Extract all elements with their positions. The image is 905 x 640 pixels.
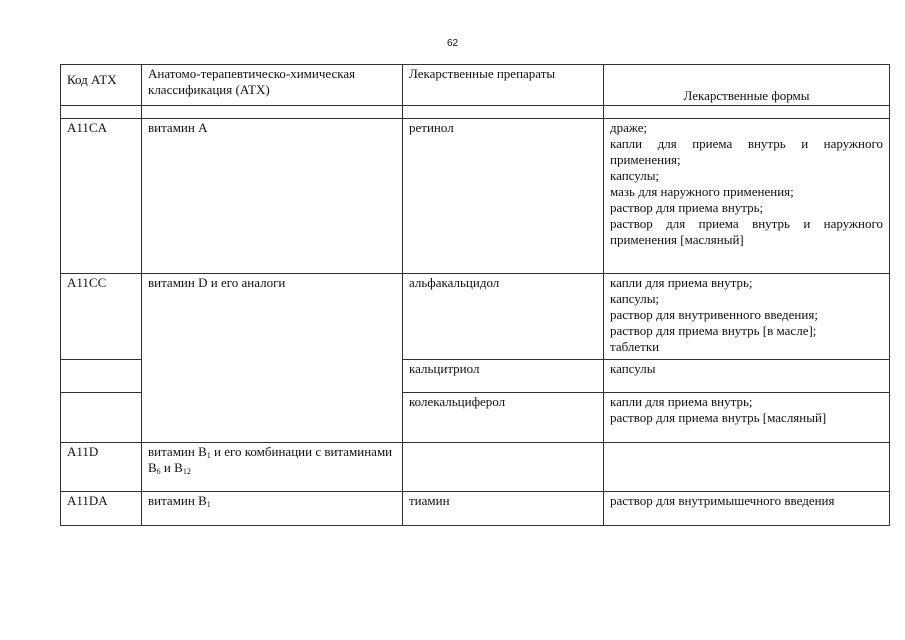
classification-cell	[142, 443, 403, 492]
table-row-a11ca	[61, 119, 890, 274]
classification-text: и его комбинации с витаминами B	[148, 444, 393, 475]
spacer-cell	[61, 106, 142, 119]
form-item: раствор для внутривенного введения;	[610, 307, 818, 322]
form-item: капсулы;	[610, 168, 660, 183]
form-item: капли для приема внутрь;	[610, 394, 753, 409]
drug-cell: тиамин	[403, 492, 604, 526]
header-spacer-row	[61, 106, 890, 119]
table-row-a11da	[61, 492, 890, 526]
form-item: капли для приема внутрь;	[610, 275, 753, 290]
classification-text: витамин B	[148, 444, 207, 459]
drug-cell: ретинол	[403, 119, 604, 274]
forms-cell	[604, 492, 890, 526]
forms-cell	[604, 119, 890, 274]
form-item: раствор для приема внутрь [в масле];	[610, 323, 817, 338]
table-header-row	[61, 65, 890, 106]
drug-cell	[403, 443, 604, 492]
code-cell: A11D	[61, 443, 142, 492]
spacer-cell	[142, 106, 403, 119]
table-row-a11cc-alfacalcidol	[61, 274, 890, 360]
code-cell	[61, 393, 142, 443]
classification-text: витамин B	[148, 493, 207, 508]
drug-cell: альфакальцидол	[403, 274, 604, 360]
form-item: раствор для приема внутрь;	[610, 200, 764, 215]
subscript: 1	[206, 451, 211, 460]
form-item: капсулы;	[610, 291, 660, 306]
form-item: капсулы	[610, 361, 656, 376]
header-forms: Лекарственные формы	[604, 65, 890, 106]
subscript: 12	[182, 467, 191, 476]
forms-cell	[604, 360, 890, 393]
spacer-cell	[604, 106, 890, 119]
form-item: драже;	[610, 120, 648, 135]
classification-cell	[142, 492, 403, 526]
header-code: Код АТХ	[61, 65, 142, 106]
code-cell: A11CC	[61, 274, 142, 360]
forms-cell	[604, 393, 890, 443]
forms-cell	[604, 274, 890, 360]
classification-text: и B	[160, 460, 183, 475]
drug-cell: кальцитриол	[403, 360, 604, 393]
form-item: раствор для приема внутрь и наружного применения [масляный]	[610, 216, 883, 247]
page-number: 62	[446, 38, 459, 49]
spacer-cell	[403, 106, 604, 119]
atx-drug-table	[60, 64, 890, 526]
table-row-a11d	[61, 443, 890, 492]
code-cell	[61, 360, 142, 393]
form-item: раствор для внутримышечного введения	[610, 493, 835, 508]
header-classification: Анатомо-терапевтическо-химическая классификация (АТХ)	[142, 65, 403, 106]
form-item: таблетки	[610, 339, 660, 354]
classification-cell: витамин А	[142, 119, 403, 274]
header-drugs: Лекарственные препараты	[403, 65, 604, 106]
subscript: 6	[156, 467, 161, 476]
form-item: капли для приема внутрь и наружного применения;	[610, 136, 883, 167]
code-cell: A11DA	[61, 492, 142, 526]
form-item: мазь для наружного применения;	[610, 184, 794, 199]
code-cell: A11CA	[61, 119, 142, 274]
form-item: раствор для приема внутрь [масляный]	[610, 410, 827, 425]
drug-cell: колекальциферол	[403, 393, 604, 443]
forms-cell	[604, 443, 890, 492]
classification-cell: витамин D и его аналоги	[142, 274, 403, 443]
subscript: 1	[206, 500, 211, 509]
